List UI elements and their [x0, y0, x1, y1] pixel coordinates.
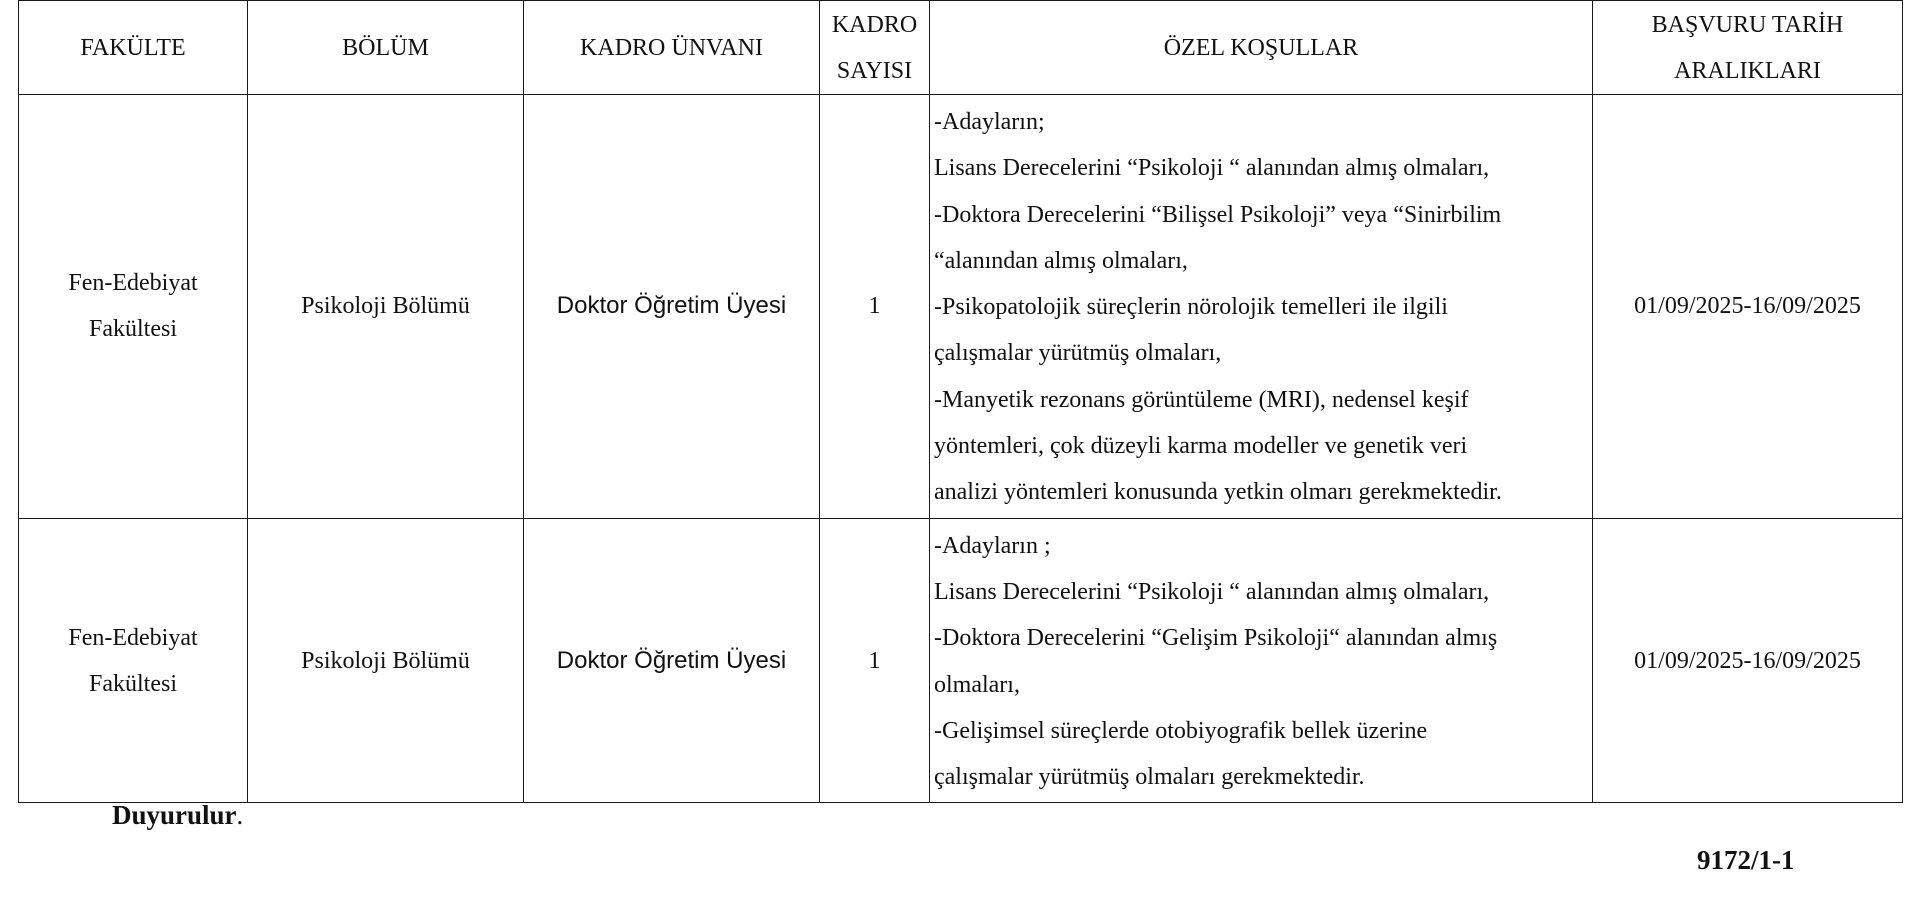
- condition-line: Lisans Derecelerini “Psikoloji “ alanından almış olmaları,: [934, 155, 1490, 182]
- cell-position-title: Doktor Öğretim Üyesi: [524, 95, 820, 519]
- announcement-punctuation: .: [236, 800, 244, 830]
- cell-faculty: [19, 518, 248, 803]
- faculty-line2: Fakültesi: [89, 670, 177, 697]
- condition-line: olmaları,: [934, 671, 1020, 698]
- announcement-text: Duyurulur: [112, 800, 237, 830]
- faculty-line1: Fen-Edebiyat: [68, 624, 198, 651]
- table-row: [19, 95, 1903, 519]
- condition-line: analizi yöntemleri konusunda yetkin olmarı gerekmektedir.: [934, 479, 1502, 506]
- header-dates-line1: BAŞVURU TARİH: [1651, 11, 1844, 38]
- condition-line: Lisans Derecelerini “Psikoloji “ alanından almış olmaları,: [934, 578, 1490, 605]
- cell-position-count: 1: [820, 518, 930, 803]
- header-position-title: KADRO ÜNVANI: [524, 1, 820, 95]
- condition-line: yöntemleri, çok düzeyli karma modeller ve genetik veri: [934, 433, 1468, 460]
- table-header-row: [19, 1, 1903, 95]
- condition-line: çalışmalar yürütmüş olmaları gerekmektedir.: [934, 764, 1365, 791]
- header-count-line2: SAYISI: [836, 57, 913, 84]
- faculty-line1: Fen-Edebiyat: [68, 270, 198, 297]
- header-special-conditions: ÖZEL KOŞULLAR: [930, 1, 1593, 95]
- header-application-dates: [1593, 1, 1903, 95]
- cell-special-conditions: [930, 95, 1593, 519]
- condition-line: -Psikopatolojik süreçlerin nörolojik temelleri ile ilgili: [934, 294, 1448, 321]
- faculty-positions-table: [18, 0, 1903, 803]
- condition-line: “alanından almış olmaları,: [934, 247, 1188, 274]
- condition-line: -Doktora Derecelerini “Bilişsel Psikoloji” veya “Sinirbilim: [934, 201, 1502, 228]
- header-dates-line2: ARALIKLARI: [1674, 57, 1821, 84]
- document-code: 9172/1-1: [1697, 845, 1795, 875]
- condition-line: çalışmalar yürütmüş olmaları,: [934, 340, 1222, 367]
- header-department: BÖLÜM: [248, 1, 524, 95]
- cell-position-count: 1: [820, 95, 930, 519]
- announcement-note: [112, 800, 243, 831]
- cell-application-dates: 01/09/2025-16/09/2025: [1593, 95, 1903, 519]
- condition-line: -Manyetik rezonans görüntüleme (MRI), nedensel keşif: [934, 386, 1469, 413]
- table-row: [19, 518, 1903, 803]
- condition-line: -Adayların ;: [934, 532, 1051, 559]
- cell-special-conditions: [930, 518, 1593, 803]
- cell-application-dates: 01/09/2025-16/09/2025: [1593, 518, 1903, 803]
- header-position-count: [820, 1, 930, 95]
- faculty-line2: Fakültesi: [89, 316, 177, 343]
- cell-faculty: [19, 95, 248, 519]
- header-count-line1: KADRO: [831, 11, 918, 38]
- header-faculty: FAKÜLTE: [19, 1, 248, 95]
- condition-line: -Doktora Derecelerini “Gelişim Psikoloji“ alanından almış: [934, 625, 1498, 652]
- condition-line: -Adayların;: [934, 109, 1045, 135]
- cell-position-title: Doktor Öğretim Üyesi: [524, 518, 820, 803]
- cell-department: Psikoloji Bölümü: [248, 518, 524, 803]
- cell-department: Psikoloji Bölümü: [248, 95, 524, 519]
- condition-line: -Gelişimsel süreçlerde otobiyografik bellek üzerine: [934, 717, 1428, 744]
